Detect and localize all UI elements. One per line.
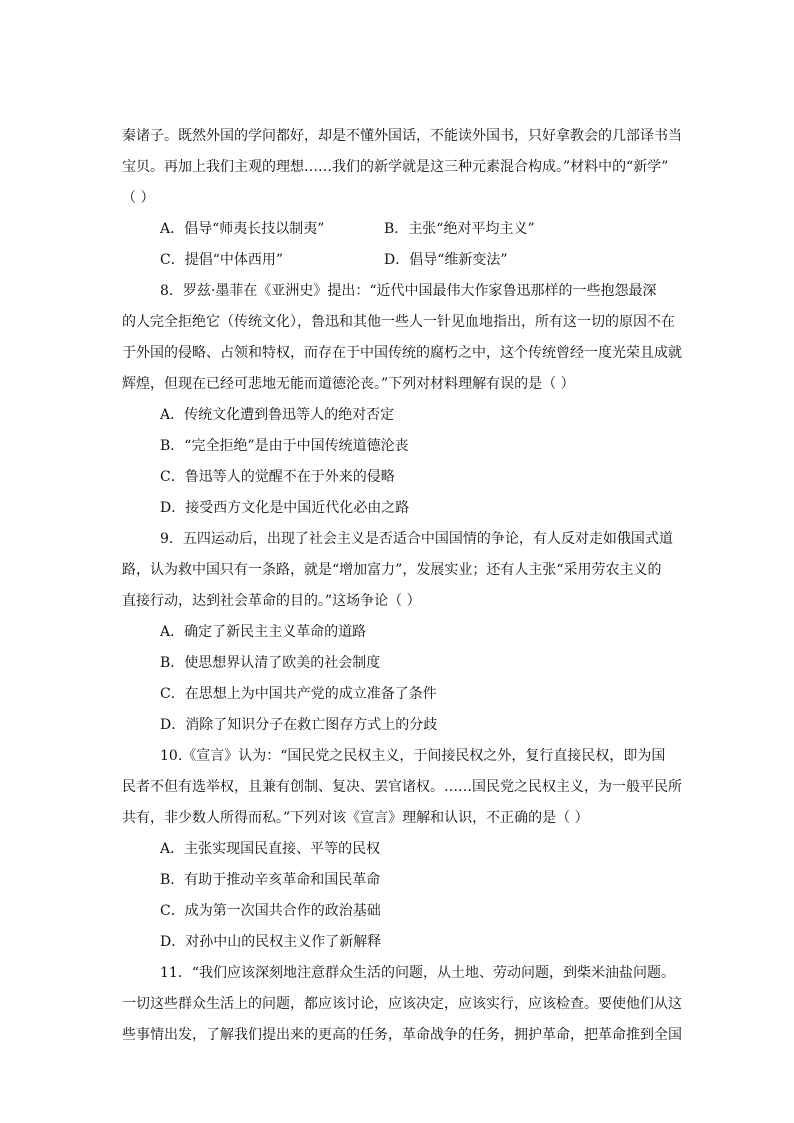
text-line: 于外国的侵略、占领和特权，而存在于中国传统的腐朽之中，这个传统曾经一度光荣且成就 bbox=[122, 345, 682, 361]
text-line: 8．罗兹·墨菲在《亚洲史》提出：“近代中国最伟大作家鲁迅那样的一些抱怨最深 bbox=[160, 283, 657, 299]
option-b: B．“完全拒绝”是由于中国传统道德沦丧 bbox=[160, 438, 409, 454]
text-line: 民者不但有选举权，且兼有创制、复决、罢官诸权。……国民党之民权主义，为一般平民所 bbox=[122, 779, 682, 795]
question-10-stem bbox=[122, 741, 688, 834]
option-c: C．在思想上为中国共产党的成立准备了条件 bbox=[160, 686, 437, 702]
option-a: A．确定了新民主主义革命的道路 bbox=[160, 624, 367, 640]
option-c: C．提倡“中体西用” bbox=[160, 252, 284, 268]
document-page bbox=[122, 121, 688, 1051]
question-9-stem bbox=[122, 524, 688, 617]
question-7-stem bbox=[122, 121, 688, 214]
text-line: 的人完全拒绝它（传统文化），鲁迅和其他一些人一针见血地指出，所有这一切的原因不在 bbox=[122, 314, 675, 330]
option-b: B．有助于推动辛亥革命和国民革命 bbox=[160, 872, 381, 888]
option-a: A．传统文化遭到鲁迅等人的绝对否定 bbox=[160, 407, 395, 423]
option-d: D．消除了知识分子在救亡图存方式上的分歧 bbox=[160, 717, 438, 733]
option-d: D．接受西方文化是中国近代化必由之路 bbox=[160, 500, 410, 516]
text-line: 路，认为救中国只有一条路，就是“增加富力”，发展实业；还有人主张“采用劳农主义的 bbox=[122, 562, 662, 578]
text-line: 共有，非少数人所得而私。”下列对该《宣言》理解和认识，不正确的是（ ） bbox=[122, 810, 589, 826]
text-line: 一切这些群众生活上的问题，都应该讨论，应该决定，应该实行，应该检查。要使他们从这 bbox=[122, 996, 682, 1012]
option-d: D．倡导“维新变法” bbox=[384, 252, 508, 268]
option-b: B．主张“绝对平均主义” bbox=[384, 221, 535, 237]
option-c: C．成为第一次国共合作的政治基础 bbox=[160, 903, 381, 919]
question-8-stem bbox=[122, 276, 688, 400]
text-line: （ ） bbox=[122, 190, 155, 206]
text-line: 宝贝。再加上我们主观的理想……我们的新学就是这三种元素混合构成。”材料中的“新学” bbox=[122, 159, 669, 175]
option-d: D．对孙中山的民权主义作了新解释 bbox=[160, 934, 382, 950]
text-line: 秦诸子。既然外国的学问都好，却是不懂外国话，不能读外国书，只好拿教会的几部译书当 bbox=[122, 128, 682, 144]
text-line: 辉煌，但现在已经可悲地无能而道德沦丧。”下列对材料理解有误的是（ ） bbox=[122, 376, 575, 392]
text-line: 9．五四运动后，出现了社会主义是否适合中国国情的争论，有人反对走如俄国式道 bbox=[160, 531, 673, 547]
option-a: A．主张实现国民直接、平等的民权 bbox=[160, 841, 381, 857]
question-7-options-row bbox=[122, 245, 688, 276]
text-line: 10.《宣言》认为：“国民党之民权主义，于间接民权之外，复行直接民权，即为国 bbox=[160, 748, 666, 764]
question-11-stem bbox=[122, 958, 688, 1051]
option-c: C．鲁迅等人的觉醒不在于外来的侵略 bbox=[160, 469, 395, 485]
text-line: 些事情出发，了解我们提出来的更高的任务，革命战争的任务，拥护革命，把革命推到全国 bbox=[122, 1027, 682, 1043]
text-line: 11．“我们应该深刻地注意群众生活的问题，从土地、劳动问题，到柴米油盐问题。 bbox=[160, 965, 675, 981]
text-line: 直接行动，达到社会革命的目的。”这场争论（ ） bbox=[122, 593, 421, 609]
option-a: A．倡导“师夷长技以制夷” bbox=[160, 221, 325, 237]
option-b: B．使思想界认清了欧美的社会制度 bbox=[160, 655, 381, 671]
question-7-options-row bbox=[122, 214, 688, 245]
